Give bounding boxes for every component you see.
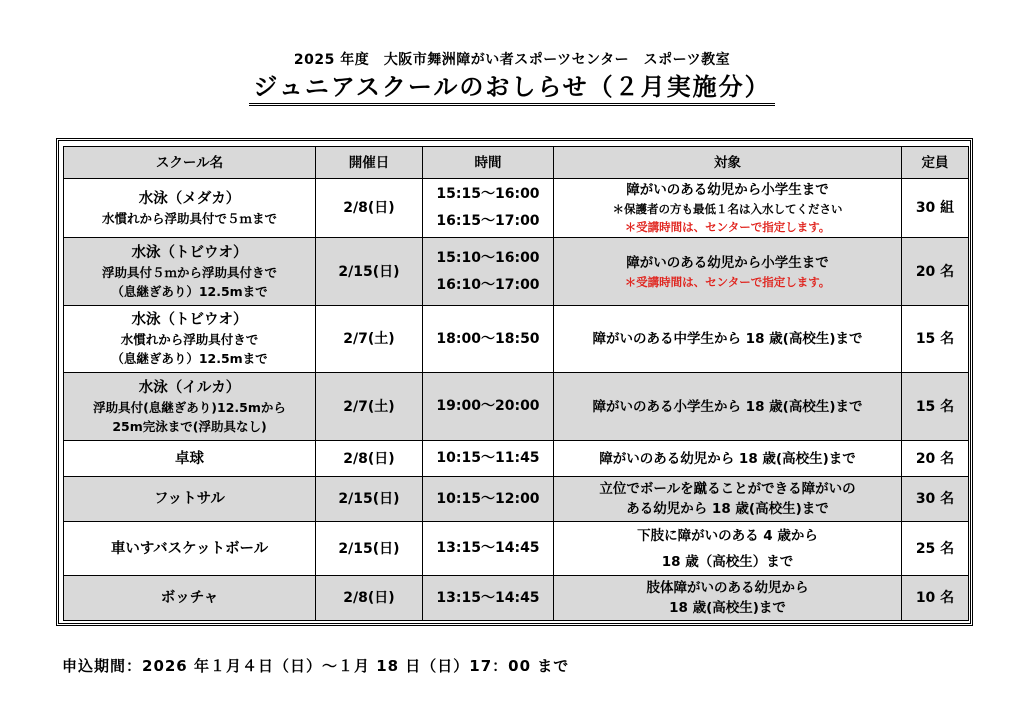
- target-red-note: ＊受講時間は、センターで指定します。: [624, 274, 831, 289]
- target-cell: [554, 576, 902, 621]
- school-name: 水泳（イルカ）: [138, 379, 241, 396]
- header-date: 開催日: [316, 147, 423, 179]
- capacity-cell: 15 名: [902, 373, 969, 441]
- time-slot: 10:15～11:45: [436, 450, 540, 466]
- target-text: 下肢に障がいのある 4 歳から: [637, 527, 818, 544]
- school-description: 浮助具付(息継ぎあり)12.5mから: [93, 399, 286, 415]
- target-text: ある幼児から 18 歳(高校生)まで: [626, 501, 829, 517]
- date-cell: 2/7(土): [316, 373, 423, 441]
- header-target: 対象: [554, 147, 902, 179]
- target-text: 障がいのある小学生から 18 歳(高校生)まで: [592, 398, 863, 415]
- school-description: 25m完泳まで(浮助具なし): [112, 418, 267, 434]
- date-cell: 2/8(日): [316, 441, 423, 477]
- school-name-cell: [64, 373, 316, 441]
- table-row: [64, 522, 969, 576]
- target-red-note: ＊受講時間は、センターで指定します。: [624, 220, 831, 234]
- target-text: 18 歳(高校生)まで: [669, 600, 786, 616]
- table-row: [64, 238, 969, 306]
- school-name-cell: [64, 179, 316, 238]
- header-capacity: 定員: [902, 147, 969, 179]
- table-header-row: [64, 147, 969, 179]
- header-school-name: スクール名: [64, 147, 316, 179]
- time-slot: 13:15～14:45: [436, 589, 540, 606]
- school-name-cell: [64, 238, 316, 306]
- time-cell: [423, 179, 554, 238]
- target-cell: [554, 441, 902, 477]
- table-row: [64, 306, 969, 373]
- time-cell: [423, 373, 554, 441]
- table-row: [64, 179, 969, 238]
- table-row: [64, 477, 969, 522]
- time-cell: [423, 441, 554, 477]
- capacity-cell: 20 名: [902, 238, 969, 306]
- time-slot: 10:15～12:00: [436, 490, 540, 507]
- school-name: 水泳（メダカ）: [138, 190, 241, 207]
- target-cell: [554, 373, 902, 441]
- time-slot: 18:00～18:50: [436, 330, 540, 347]
- time-cell: [423, 477, 554, 522]
- target-cell: [554, 522, 902, 576]
- school-name-cell: [64, 306, 316, 373]
- time-slot: 13:15～14:45: [436, 540, 540, 556]
- school-description: 水慣れから浮助具付きで: [120, 332, 259, 347]
- target-text: 障がいのある幼児から 18 歳(高校生)まで: [599, 450, 856, 467]
- date-cell: 2/15(日): [316, 522, 423, 576]
- target-text: 18 歳（高校生）まで: [661, 553, 794, 570]
- target-cell: [554, 477, 902, 522]
- capacity-cell: 20 名: [902, 441, 969, 477]
- schedule-table-frame: [56, 138, 973, 626]
- capacity-cell: 25 名: [902, 522, 969, 576]
- school-description: （息継ぎあり）12.5mまで: [111, 283, 268, 299]
- time-slot: 19:00～20:00: [436, 398, 540, 414]
- application-period: 申込期間：2026 年１月４日（日）～１月 18 日（日）17：00 まで: [62, 657, 570, 675]
- date-cell: 2/15(日): [316, 477, 423, 522]
- target-cell: [554, 238, 902, 306]
- school-name: 水泳（トビウオ）: [131, 312, 248, 328]
- target-text: 立位でボールを蹴ることができる障がいの: [599, 481, 856, 497]
- target-text: 障がいのある幼児から小学生まで: [626, 182, 829, 198]
- school-name-cell: [64, 522, 316, 576]
- capacity-cell: 30 名: [902, 477, 969, 522]
- time-cell: [423, 576, 554, 621]
- school-description: 水慣れから浮助具付で５ｍまで: [101, 210, 277, 226]
- school-description: 浮助具付５ｍから浮助具付きで: [101, 264, 277, 280]
- school-name-cell: [64, 477, 316, 522]
- school-name: 水泳（トビウオ）: [131, 244, 248, 261]
- target-text: 障がいのある幼児から小学生まで: [626, 254, 829, 271]
- time-slot: 15:15～16:00: [436, 186, 540, 202]
- schedule-table: [63, 146, 969, 621]
- page-subheader: 2025 年度 大阪市舞洲障がい者スポーツセンター スポーツ教室: [293, 52, 731, 68]
- time-slot: 16:15～17:00: [436, 213, 540, 229]
- school-name-cell: [64, 441, 316, 477]
- date-cell: 2/7(土): [316, 306, 423, 373]
- table-row: [64, 373, 969, 441]
- school-name-cell: [64, 576, 316, 621]
- time-cell: [423, 306, 554, 373]
- time-slot: 15:10～16:00: [436, 249, 540, 266]
- target-text: 肢体障がいのある幼児から: [646, 580, 809, 596]
- school-name: フットサル: [154, 491, 225, 507]
- page-title: ジュニアスクールのおしらせ（２月実施分）: [249, 72, 774, 106]
- date-cell: 2/8(日): [316, 179, 423, 238]
- table-row: [64, 441, 969, 477]
- date-cell: 2/8(日): [316, 576, 423, 621]
- school-name: 車いすバスケットボール: [110, 540, 269, 557]
- header-time: 時間: [423, 147, 554, 179]
- title-wrapper: [0, 72, 1024, 106]
- capacity-cell: 30 組: [902, 179, 969, 238]
- target-guardian-note: ＊保護者の方も最低１名は入水してください: [612, 202, 843, 216]
- school-description: （息継ぎあり）12.5mまで: [111, 351, 268, 366]
- time-cell: [423, 238, 554, 306]
- date-cell: 2/15(日): [316, 238, 423, 306]
- school-name: ボッチャ: [160, 590, 219, 606]
- capacity-cell: 15 名: [902, 306, 969, 373]
- school-name: 卓球: [175, 450, 204, 467]
- table-row: [64, 576, 969, 621]
- target-text: 障がいのある中学生から 18 歳(高校生)まで: [592, 331, 863, 347]
- target-cell: [554, 306, 902, 373]
- target-cell: [554, 179, 902, 238]
- time-slot: 16:10～17:00: [436, 276, 540, 293]
- time-cell: [423, 522, 554, 576]
- capacity-cell: 10 名: [902, 576, 969, 621]
